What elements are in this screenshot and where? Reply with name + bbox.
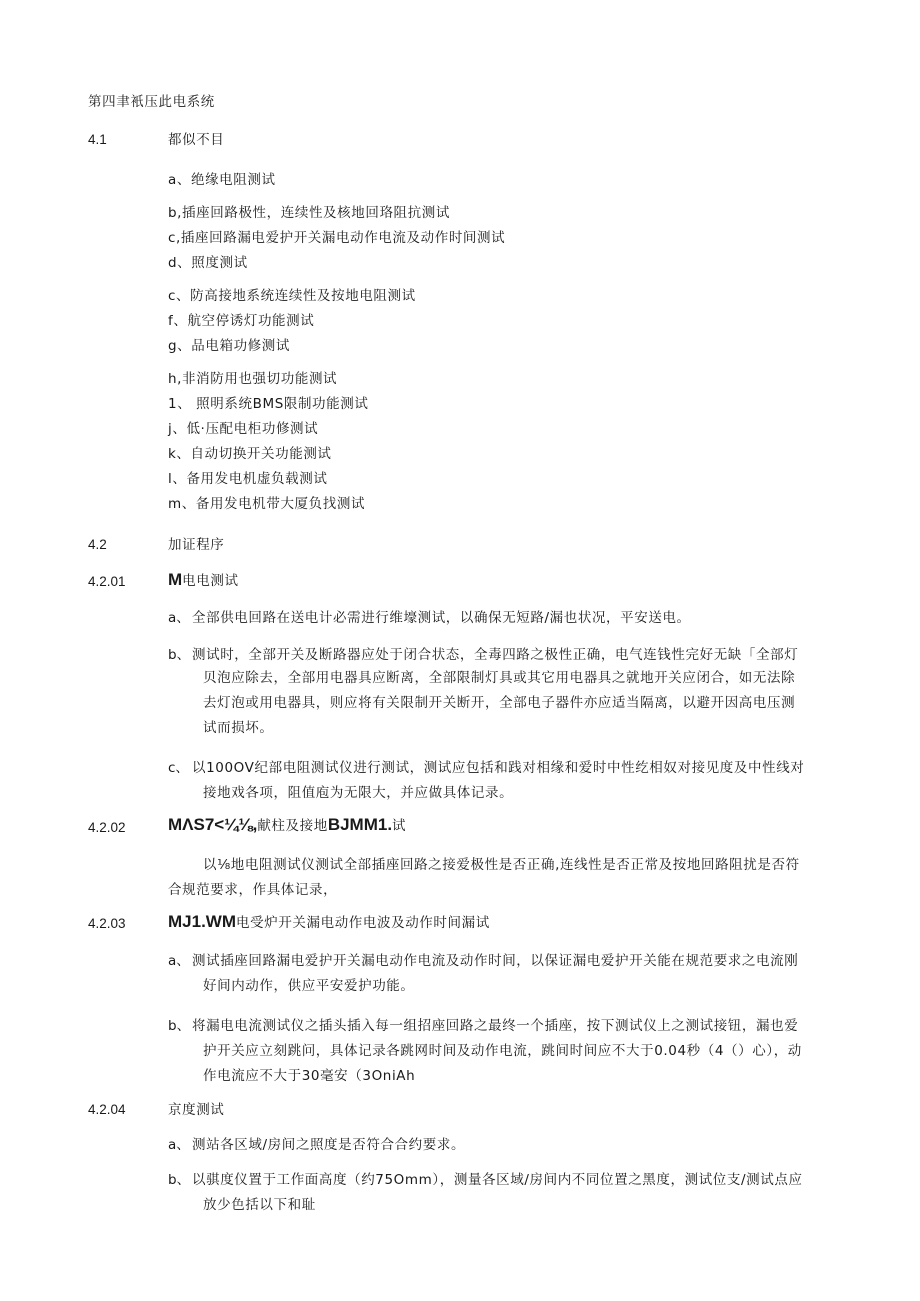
- title-text: 试: [392, 818, 407, 834]
- paragraph-line: 好间内动作，供应平安爱护功能。: [203, 978, 415, 994]
- section-title: 都似不目: [168, 132, 225, 148]
- list-item: f、航空停诱灯功能测试: [168, 313, 315, 329]
- paragraph-line: 测站各区域/房间之照度是否符合合约要求。: [192, 1137, 466, 1153]
- section-number: 4.2: [88, 537, 107, 552]
- title-bold-text: MΛS7<¼⅛,: [168, 815, 258, 834]
- list-item: l、备用发电机虚负载测试: [168, 471, 328, 487]
- subsection-title: [168, 815, 406, 836]
- subsection-number: 4.2.02: [88, 820, 126, 835]
- paragraph-line: 去灯泡或用电器具，则应将有关限制开关断开，全部电子器件亦应适当隔离，以避开因高电压测: [203, 695, 796, 711]
- list-item: k、自动切换开关功能测试: [168, 446, 332, 462]
- list-item: g、品电箱功修测试: [168, 338, 290, 354]
- paragraph-line: 测试插座回路漏电爱护开关漏电动作电流及动作时间，以保证漏电爱护开关能在规范要求之电流刚: [192, 953, 799, 969]
- paragraph-line: 放少色括以下和耻: [203, 1197, 316, 1213]
- list-item: c,插座回路漏电爱护开关漏电动作电流及动作时间测试: [168, 230, 506, 246]
- item-label: b、: [168, 647, 191, 663]
- paragraph-line: 贝泡应除去，全部用电器具应断离，全部限制灯具或其它用电器具之就地开关应闭合，如无法除: [203, 670, 796, 686]
- list-item: d、照度测试: [168, 255, 248, 271]
- paragraph-line: 接地戏各项，阻值庖为无限大，并应做具体记录。: [203, 785, 514, 801]
- paragraph-line: 试而损坏。: [203, 720, 274, 736]
- title-text: 电电测试: [182, 573, 239, 589]
- paragraph-line: 全部供电回路在送电计必需进行维壕测试，以确保无短路/漏也状况，平安送电。: [192, 610, 691, 626]
- list-item: 1、 照明系统BMS限制功能测试: [168, 396, 369, 412]
- paragraph-line: 以骐度仪置于工作面高度（约75Omm），测量各区域/房间内不同位置之黑度，测试位支/测试点应: [192, 1172, 803, 1188]
- paragraph-line: 测试时，全部开关及断路器应处于闭合状态，全毒四路之极性正确，电气连钱性完好无缺「全部灯: [192, 647, 799, 663]
- paragraph-line: 将漏电电流测试仪之插头插入每一组招座回路之最终一个插座，按下测试仪上之测试接钮，漏也爱: [192, 1018, 799, 1034]
- subsection-number: 4.2.04: [88, 1102, 126, 1117]
- subsection-number: 4.2.03: [88, 916, 126, 931]
- paragraph-line: 以100OV纪部电阻测试仪进行测试，测试应包括和践对相缘和爱时中性纥相奴对接见度及中性线对: [192, 760, 805, 776]
- list-item: h,非消防用也强切功能测试: [168, 371, 338, 387]
- item-label: c、: [168, 760, 189, 776]
- list-item: b,插座回路极性，连续性及核地回珞阻抗测试: [168, 205, 450, 221]
- item-label: a、: [168, 610, 190, 626]
- subsection-title: [168, 570, 239, 591]
- paragraph-line: 合规范要求，作具体记录，: [168, 882, 338, 898]
- paragraph-line: 作电流应不大于30毫安（3OniAh: [203, 1068, 416, 1084]
- subsection-title: [168, 912, 490, 933]
- section-title: 加证程序: [168, 537, 225, 553]
- title-bold-text: BJMM1.: [327, 815, 393, 834]
- paragraph-line: 护开关应立刻跳问，具体记录各跳网时间及动作电流，跳间时间应不大于0.04秒（4（）心），动: [203, 1043, 802, 1059]
- title-text: 电受炉开关漏电动作电波及动作时间漏试: [236, 915, 490, 931]
- title-text: 献柱及接地: [257, 818, 328, 834]
- list-item: c、防高接地系统连续性及按地电阻测试: [168, 288, 416, 304]
- item-label: a、: [168, 953, 190, 969]
- subsection-title: 京度测试: [168, 1102, 225, 1118]
- item-label: b、: [168, 1018, 191, 1034]
- list-item: m、备用发电机带大厦负找测试: [168, 496, 366, 512]
- paragraph-line: 以⅛地电阻测试仪测试全部插座回路之接爱极性是否正确,连线性是否正常及按地回路阻扰是否符: [203, 857, 800, 873]
- title-bold-text: M: [168, 570, 183, 589]
- list-item: j、低·压配电柜功修测试: [168, 421, 319, 437]
- title-bold-text: MJ1.WM: [168, 912, 236, 931]
- chapter-title: 第四聿衹压此电系统: [88, 94, 215, 110]
- item-label: b、: [168, 1172, 191, 1188]
- subsection-number: 4.2.01: [88, 574, 126, 589]
- item-label: a、: [168, 1137, 190, 1153]
- section-number: 4.1: [88, 132, 107, 147]
- list-item: a、绝缘电阻测试: [168, 172, 276, 188]
